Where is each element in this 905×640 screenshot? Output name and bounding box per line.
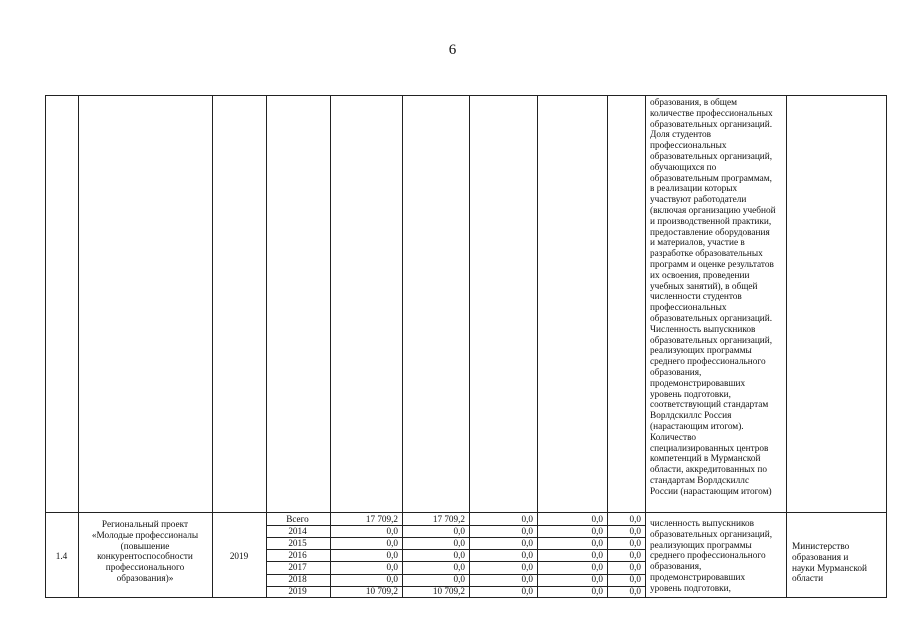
indicator-line: продемонстрировавших — [650, 572, 746, 583]
indicator-line: предоставление оборудования — [650, 227, 770, 238]
other-sources-cell: 0,0 — [629, 538, 641, 548]
indicator-line: образовательным программам, — [650, 173, 772, 184]
indicator-line: образовательных организаций, — [650, 335, 773, 346]
indicator-line: реализующих программы — [650, 540, 752, 551]
total-cell: 0,0 — [386, 574, 398, 584]
project-name-line: профессионального — [105, 563, 185, 574]
indicator-line: области, аккредитованных по — [650, 465, 768, 476]
local-budget-cell: 0,0 — [591, 538, 603, 548]
indicator-line: (нарастающим итогом). — [650, 421, 744, 432]
indicator-line: численность выпускников — [650, 519, 755, 529]
year-cell: 2016 — [288, 550, 307, 560]
federal-budget-cell: 0,0 — [521, 586, 533, 596]
local-budget-cell: 0,0 — [591, 514, 603, 524]
indicator-line: образовательных организаций, — [650, 529, 773, 540]
local-budget-cell: 0,0 — [591, 574, 603, 584]
project-name-line: конкурентоспособности — [97, 552, 193, 563]
row-indicator-text — [650, 519, 784, 595]
indicator-line: образовательных организаций. — [650, 313, 773, 324]
indicator-line: компетенций в Мурманской — [650, 454, 761, 465]
executor-line: науки Мурманской — [792, 563, 868, 574]
local-budget-cell: 0,0 — [591, 550, 603, 560]
indicator-line: образовательных организаций. — [650, 119, 773, 130]
indicator-line: количестве профессиональных — [650, 108, 773, 119]
indicator-line: соответствующий стандартам — [650, 400, 769, 411]
column-line — [212, 95, 213, 598]
regional-budget-cell: 0,0 — [453, 538, 465, 548]
page-number: 6 — [448, 42, 457, 58]
project-name-line: (повышение — [120, 541, 170, 552]
project-name — [80, 520, 210, 585]
indicator-line: среднего профессионального — [650, 551, 766, 562]
total-cell: 0,0 — [386, 526, 398, 536]
year-cell: 2019 — [288, 586, 307, 596]
other-sources-cell: 0,0 — [629, 574, 641, 584]
indicator-line: участвуют работодатели — [650, 195, 747, 206]
regional-budget-cell: 0,0 — [453, 562, 465, 572]
local-budget-cell: 0,0 — [591, 586, 603, 596]
indicator-line: программ и оценке результатов — [650, 259, 774, 270]
indicator-line: Численность выпускников — [650, 324, 756, 335]
federal-budget-cell: 0,0 — [521, 514, 533, 524]
executor-line: Министерство — [792, 542, 850, 552]
local-budget-cell: 0,0 — [591, 562, 603, 572]
indicator-line: Доля студентов — [650, 130, 712, 141]
regional-budget-cell: 0,0 — [453, 526, 465, 536]
federal-budget-cell: 0,0 — [521, 562, 533, 572]
project-name-line: образования)» — [116, 573, 174, 584]
indicator-line: среднего профессионального — [650, 357, 766, 368]
indicator-line: образования, — [650, 367, 702, 378]
indicator-line: профессиональных — [650, 141, 727, 152]
total-cell: 10 709,2 — [365, 586, 398, 596]
indicator-line: уровень подготовки, — [650, 389, 731, 400]
other-sources-cell: 0,0 — [629, 586, 641, 596]
indicator-line: (включая организацию учебной — [650, 205, 776, 216]
indicator-line: реализующих программы — [650, 346, 752, 357]
column-line — [645, 95, 646, 598]
total-cell: 0,0 — [386, 562, 398, 572]
indicator-line: уровень подготовки, — [650, 583, 731, 594]
indicator-line: в реализации которых — [650, 184, 738, 195]
year-cell: Всего — [286, 514, 309, 524]
executor-line: образования и — [792, 552, 849, 563]
other-sources-cell: 0,0 — [629, 562, 641, 572]
federal-budget-cell: 0,0 — [521, 550, 533, 560]
indicator-line: Ворлдскиллс Россия — [650, 411, 732, 422]
year-cell: 2015 — [288, 538, 307, 548]
regional-budget-cell: 0,0 — [453, 574, 465, 584]
indicator-line: Количество — [650, 432, 697, 443]
indicator-line: образования, — [650, 562, 702, 573]
executor — [792, 542, 884, 585]
row-separator — [45, 512, 887, 513]
year-cell: 2017 — [288, 562, 307, 572]
deadline-year: 2019 — [229, 551, 249, 561]
local-budget-cell: 0,0 — [591, 526, 603, 536]
indicator-line: продемонстрировавших — [650, 378, 746, 389]
project-name-line: «Молодые профессионалы — [91, 530, 199, 541]
project-name-line: Региональный проект — [101, 520, 189, 530]
federal-budget-cell: 0,0 — [521, 538, 533, 548]
indicator-line: их освоения, проведении — [650, 270, 750, 281]
other-sources-cell: 0,0 — [629, 550, 641, 560]
indicator-line: и материалов, участие в — [650, 238, 745, 249]
total-cell: 0,0 — [386, 550, 398, 560]
indicator-line: и производственной практики, — [650, 216, 772, 227]
indicator-line: стандартам Ворлдскиллс — [650, 475, 750, 486]
column-line — [786, 95, 787, 598]
regional-budget-cell: 17 709,2 — [432, 514, 465, 524]
indicator-line: России (нарастающим итогом) — [650, 486, 772, 497]
indicator-line: образования, в общем — [650, 98, 737, 108]
federal-budget-cell: 0,0 — [521, 574, 533, 584]
column-line — [78, 95, 79, 598]
total-cell: 0,0 — [386, 538, 398, 548]
other-sources-cell: 0,0 — [629, 526, 641, 536]
indicator-line: обучающихся по — [650, 162, 717, 173]
indicator-line: профессиональных — [650, 303, 727, 314]
total-cell: 17 709,2 — [365, 514, 398, 524]
indicator-line: учебных занятий), в общей — [650, 281, 758, 292]
federal-budget-cell: 0,0 — [521, 526, 533, 536]
other-sources-cell: 0,0 — [629, 514, 641, 524]
regional-budget-cell: 10 709,2 — [432, 586, 465, 596]
row-number: 1.4 — [55, 551, 68, 561]
upper-indicator-text — [650, 98, 784, 497]
executor-line: области — [792, 574, 824, 585]
indicator-line: специализированных центров — [650, 443, 769, 454]
indicator-line: численности студентов — [650, 292, 742, 303]
year-cell: 2018 — [288, 574, 307, 584]
regional-budget-cell: 0,0 — [453, 550, 465, 560]
indicator-line: образовательных организаций, — [650, 151, 773, 162]
indicator-line: разработке образовательных — [650, 249, 763, 260]
year-cell: 2014 — [288, 526, 307, 536]
